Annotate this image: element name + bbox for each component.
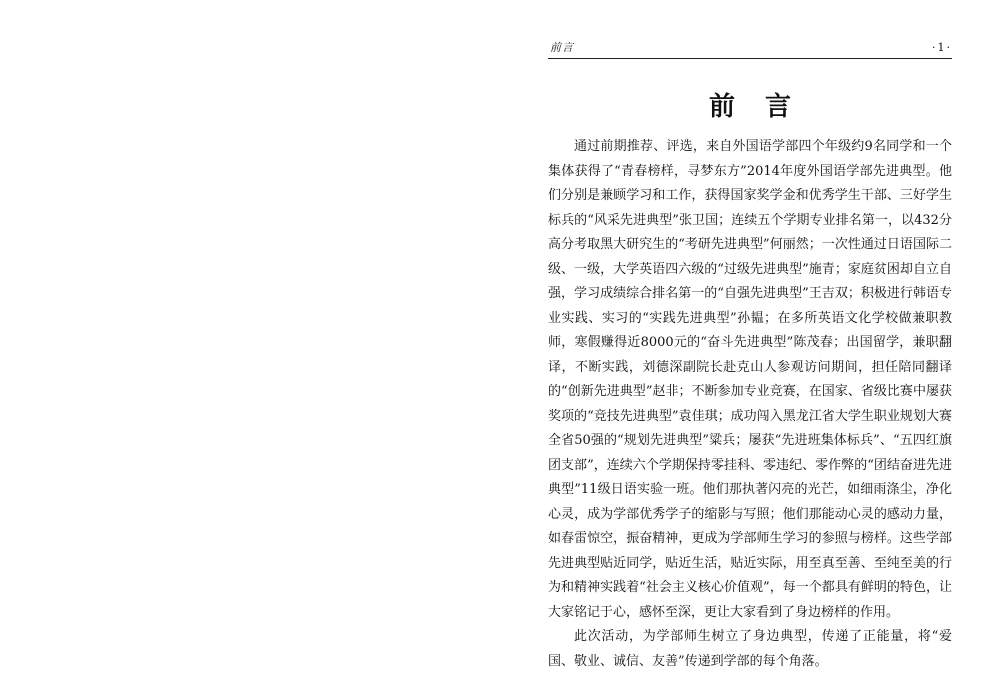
body-text [548,135,952,674]
right-page [530,0,970,693]
header-chapter-name: 前言 [550,41,574,54]
paragraph-2: 此次活动，为学部师生树立了身边典型，传递了正能量，将“爱国、敬业、诚信、友善”传递到学部的每个角落。 [548,629,952,669]
paragraph-1: 通过前期推荐、评选，来自外国语学部四个年级约9名同学和一个集体获得了“青春榜样，寻梦东方”2014年度外国语学部先进典型。他们分别是兼顾学习和工作，获得国家奖学金和优秀学生干部、三好学生标兵的“风采先进典型”张卫国；连续五个学期专业排名第一，以432分高分考取黑大研究生的“考研先进典型”何丽然；一次性通过日语国际二级、一级，大学英语四六级的“过级先进典型”施青；家庭贫困却自立自强，学习成绩综合排名第一的“自强先进典型”王吉双；积极进行韩语专业实践、实习的“实践先进典型”孙韫；在多所英语文化学校做兼职教师，寒假赚得近8000元的“奋斗先进典型”陈茂春；出国留学，兼职翻译，不断实践，刘德深副院长赴克山人参观访问期间，担任陪同翻译的“创新先进典型”赵非；不断参加专业竞赛，在国家、省级比赛中屡获奖项的“竞技先进典型”袁佳琪；成功闯入黑龙江省大学生职业规划大赛全省50强的“规划先进典型”粱兵；屡获“先进班集体标兵”、“五四红旗团支部”，连续六个学期保持零挂科、零违纪、零作弊的“团结奋进先进典型”11级日语实验一班。他们那执著闪亮的光芒，如细雨涤尘，净化心灵，成为学部优秀学子的缩影与写照；他们那能动心灵的感动力量，如春雷惊空，振奋精神，更成为学部师生学习的参照与榜样。这些学部先进典型贴近同学，贴近生活，贴近实际，用至真至善、至纯至美的行为和精神实践着“社会主义核心价值观”，每一个都具有鲜明的特色，让大家铭记于心，感怀至深，更让大家看到了身边榜样的作用。 [548,139,952,620]
page-title: 前言 [708,92,821,122]
header-page-number: ·1· [932,41,952,54]
running-header [548,40,952,59]
